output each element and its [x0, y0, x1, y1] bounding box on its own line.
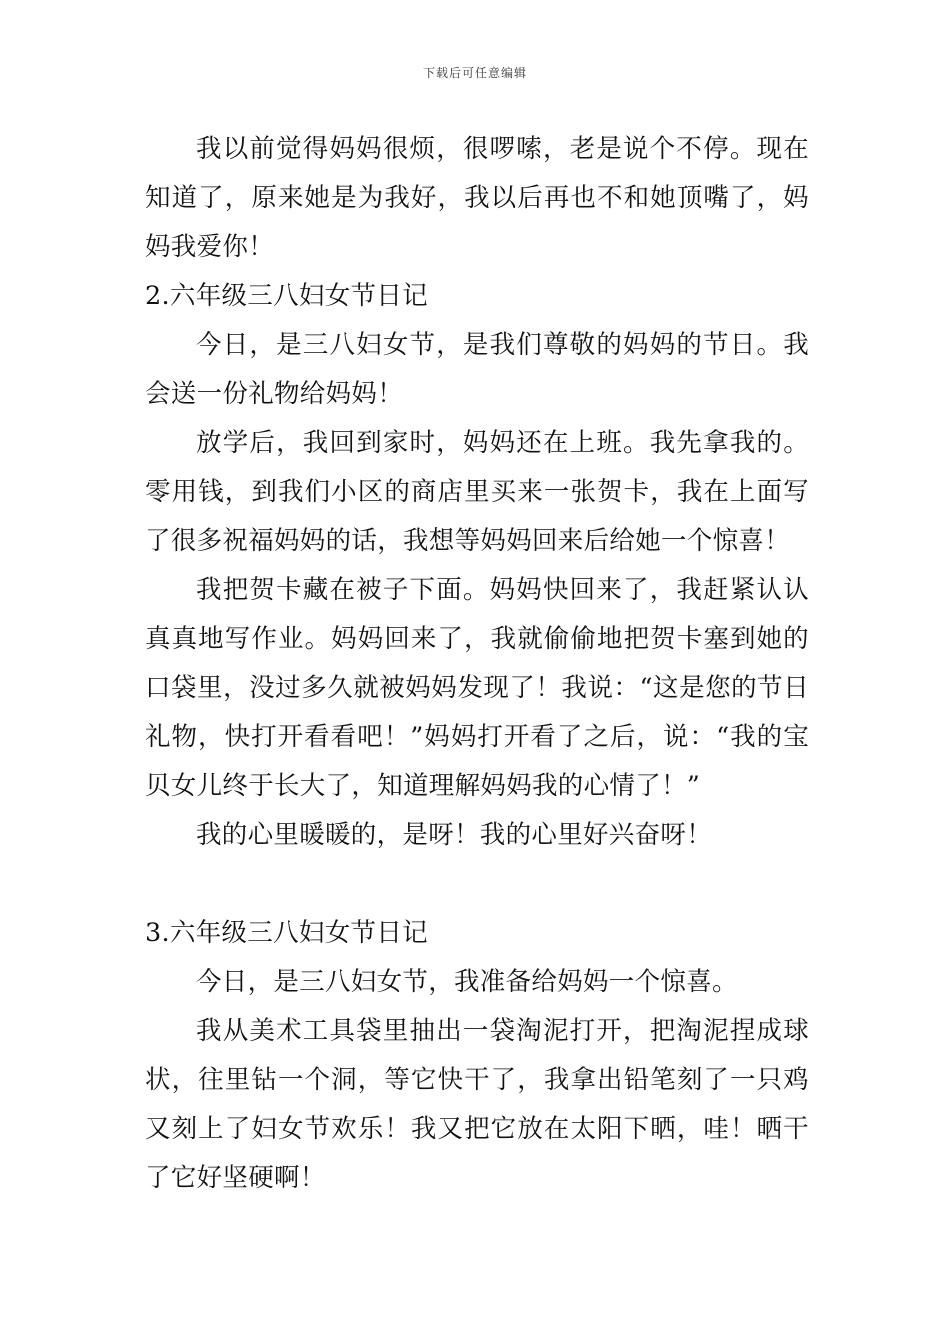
page-header: 下载后可任意编辑 — [422, 66, 527, 80]
paragraph-3-1: 今日，是三八妇女节，我准备给妈妈一个惊喜。 — [196, 967, 738, 997]
paragraph-2-3: 我把贺卡藏在被子下面。妈妈快回来了，我赶紧认认真真地写作业。妈妈回来了，我就偷偷地把贺卡塞到她的口袋里，没过多久就被妈妈发现了！我说：“这是您的节日礼物，快打开看看吧！”妈妈打开看了之后，说：“我的宝贝女儿终于长大了，知道理解妈妈我的心情了！” — [145, 575, 809, 801]
paragraph-2-2: 放学后，我回到家时，妈妈还在上班。我先拿我的。零用钱，到我们小区的商店里买来一张贺卡，我在上面写了很多祝福妈妈的话，我想等妈妈回来后给她一个惊喜！ — [145, 428, 809, 556]
paragraph-2-4: 我的心里暖暖的，是呀！我的心里好兴奋呀！ — [196, 820, 713, 850]
section-heading-3: 3.六年级三八妇女节日记 — [145, 918, 428, 948]
document-body — [145, 125, 809, 1203]
paragraph-2-1: 今日，是三八妇女节，是我们尊敬的妈妈的节日。我会送一份礼物给妈妈！ — [145, 330, 809, 409]
paragraph-3-2: 我从美术工具袋里抽出一袋淘泥打开，把淘泥捏成球状，往里钻一个洞，等它快干了，我拿出铅笔刻了一只鸡又刻上了妇女节欢乐！我又把它放在太阳下晒，哇！晒干了它好坚硬啊！ — [145, 1016, 809, 1193]
paragraph-1: 我以前觉得妈妈很烦，很啰嗦，老是说个不停。现在知道了，原来她是为我好，我以后再也不和她顶嘴了，妈妈我爱你！ — [145, 134, 809, 262]
section-gap — [145, 860, 809, 909]
section-heading-2: 2.六年级三八妇女节日记 — [145, 281, 428, 311]
